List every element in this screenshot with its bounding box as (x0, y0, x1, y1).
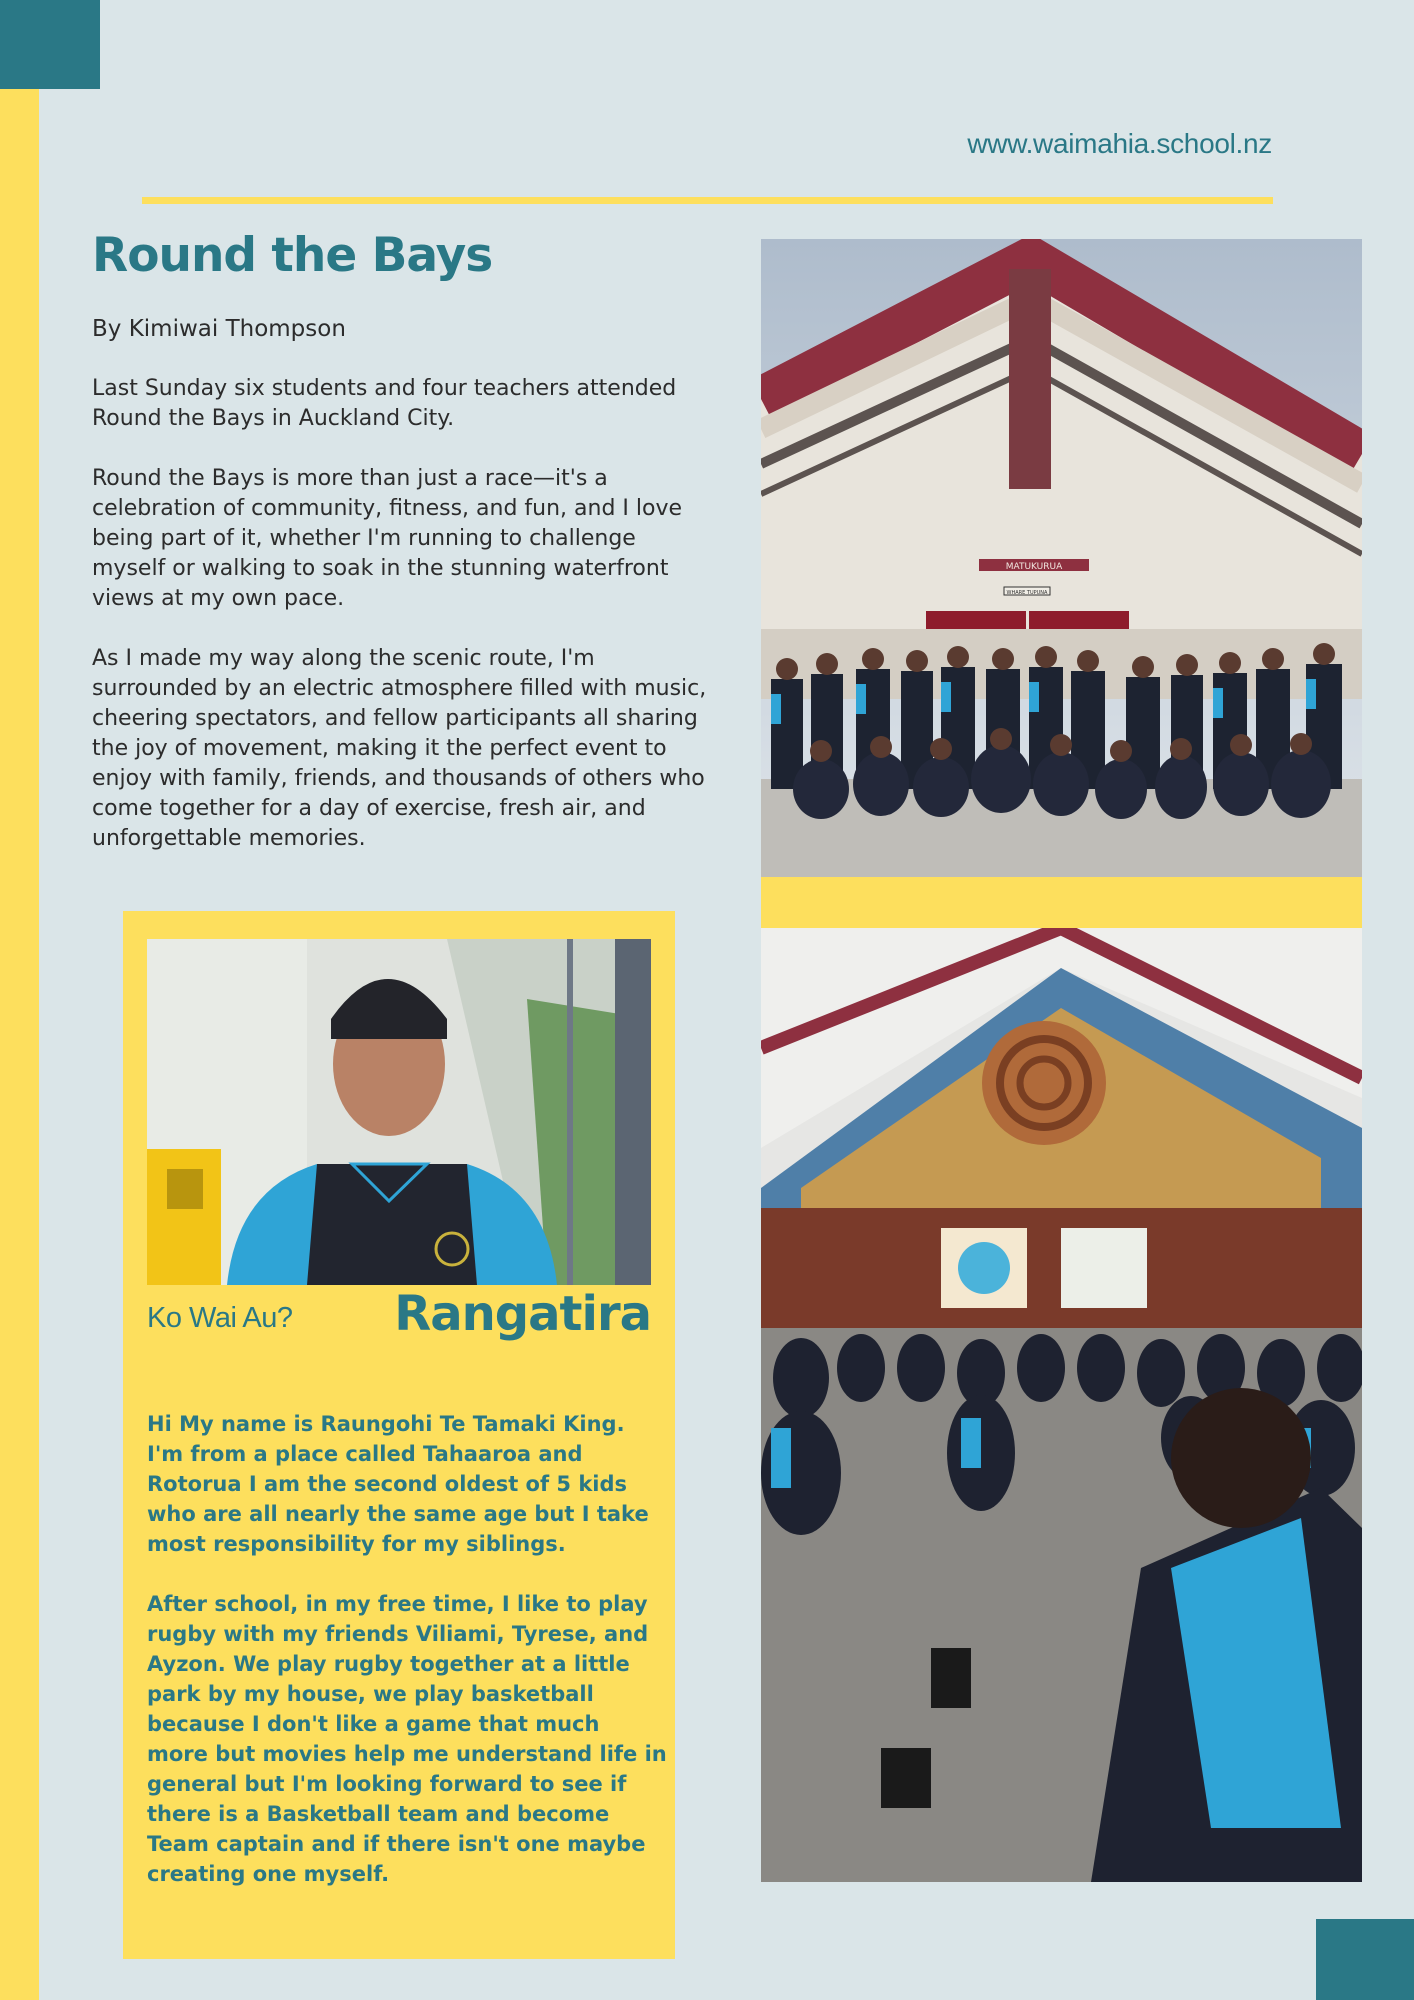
marae-sign: MATUKURUA (1005, 562, 1063, 572)
article-body (92, 374, 712, 884)
left-accent-stripe (0, 89, 39, 2000)
corner-block-top-left (0, 0, 100, 89)
marae-sub-sign: WHARE TUPUNA (1006, 590, 1048, 596)
article-paragraph: Last Sunday six students and four teachers attended Round the Bays in Auckland City. (92, 376, 677, 431)
website-url[interactable]: www.waimahia.school.nz (967, 128, 1272, 159)
profile-bio (147, 1409, 667, 1919)
profile-paragraph: Hi My name is Raungohi Te Tamaki King. I'm from a place called Tahaaroa and Rotorua I am the second oldest of 5 kids who are all nearly the same age but I take most responsibility for my siblings. (147, 1412, 649, 1556)
group-photo-wharenui (761, 239, 1362, 877)
article-byline: By Kimiwai Thompson (92, 316, 346, 342)
student-portrait-photo (147, 939, 651, 1285)
corner-block-bottom-right (1316, 1919, 1414, 2000)
profile-paragraph: After school, in my free time, I like to play rugby with my friends Viliami, Tyrese, and Ayzon. We play rugby together at a little park by my house, we play basketball because I don't like a game that much more but movies help me understand life in general but I'm looking forward to see if there is a Basketball team and become Team captain and if there isn't one maybe creating one myself. (147, 1592, 667, 1886)
article-paragraph: Round the Bays is more than just a race—it's a celebration of community, fitness, and fun, and I love being part of it, whether I'm running to challenge myself or walking to soak in the stunning waterfront views at my own pace. (92, 466, 683, 611)
profile-name: Rangatira (394, 1286, 651, 1342)
article-title: Round the Bays (92, 228, 493, 283)
header-divider (142, 197, 1273, 204)
article-paragraph: As I made my way along the scenic route, I'm surrounded by an electric atmosphere filled with music, cheering spectators, and fellow participants all sharing the joy of movement, making it the perfect event to enjoy with family, friends, and thousands of others who come together for a day of exercise, fresh air, and unforgettable memories. (92, 646, 707, 851)
profile-heading: Ko Wai Au? (147, 1302, 293, 1334)
photo-divider-band (761, 877, 1362, 928)
wharenui-interior-photo (761, 928, 1362, 1882)
